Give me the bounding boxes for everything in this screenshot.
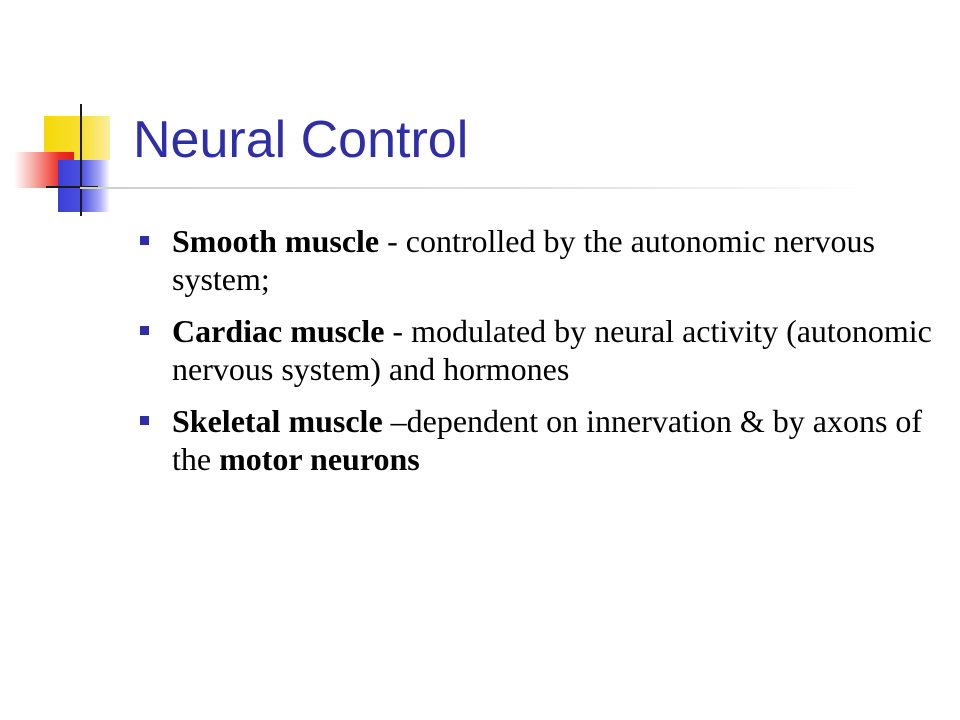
bullet-term-motor-neurons: motor neurons [219, 441, 420, 477]
bullet-term: Skeletal muscle [172, 403, 383, 439]
ornament-vertical-line [80, 104, 82, 216]
bullet-description: - controlled by the autonomic nervous system; [172, 223, 875, 297]
bullet-square-icon [140, 326, 149, 335]
title-underline [80, 187, 870, 189]
bullet-item-cardiac-muscle [140, 312, 940, 388]
bullet-square-icon [140, 416, 149, 425]
bullet-term: Smooth muscle [172, 223, 380, 259]
bullet-text [172, 403, 922, 477]
bullet-square-icon [140, 236, 149, 245]
bullet-term: Cardiac muscle [172, 313, 385, 349]
bullet-list [140, 222, 940, 492]
bullet-item-smooth-muscle [140, 222, 940, 298]
bullet-text [172, 223, 875, 297]
bullet-item-skeletal-muscle [140, 402, 940, 478]
bullet-text [172, 313, 932, 387]
title-ornament [0, 0, 140, 230]
bullet-description: - modulated by neural activity (autonomic nervous system) and hormones [172, 313, 932, 387]
bullet-description: –dependent on innervation & by axons of the [172, 403, 923, 477]
slide-title: Neural Control [133, 111, 469, 169]
